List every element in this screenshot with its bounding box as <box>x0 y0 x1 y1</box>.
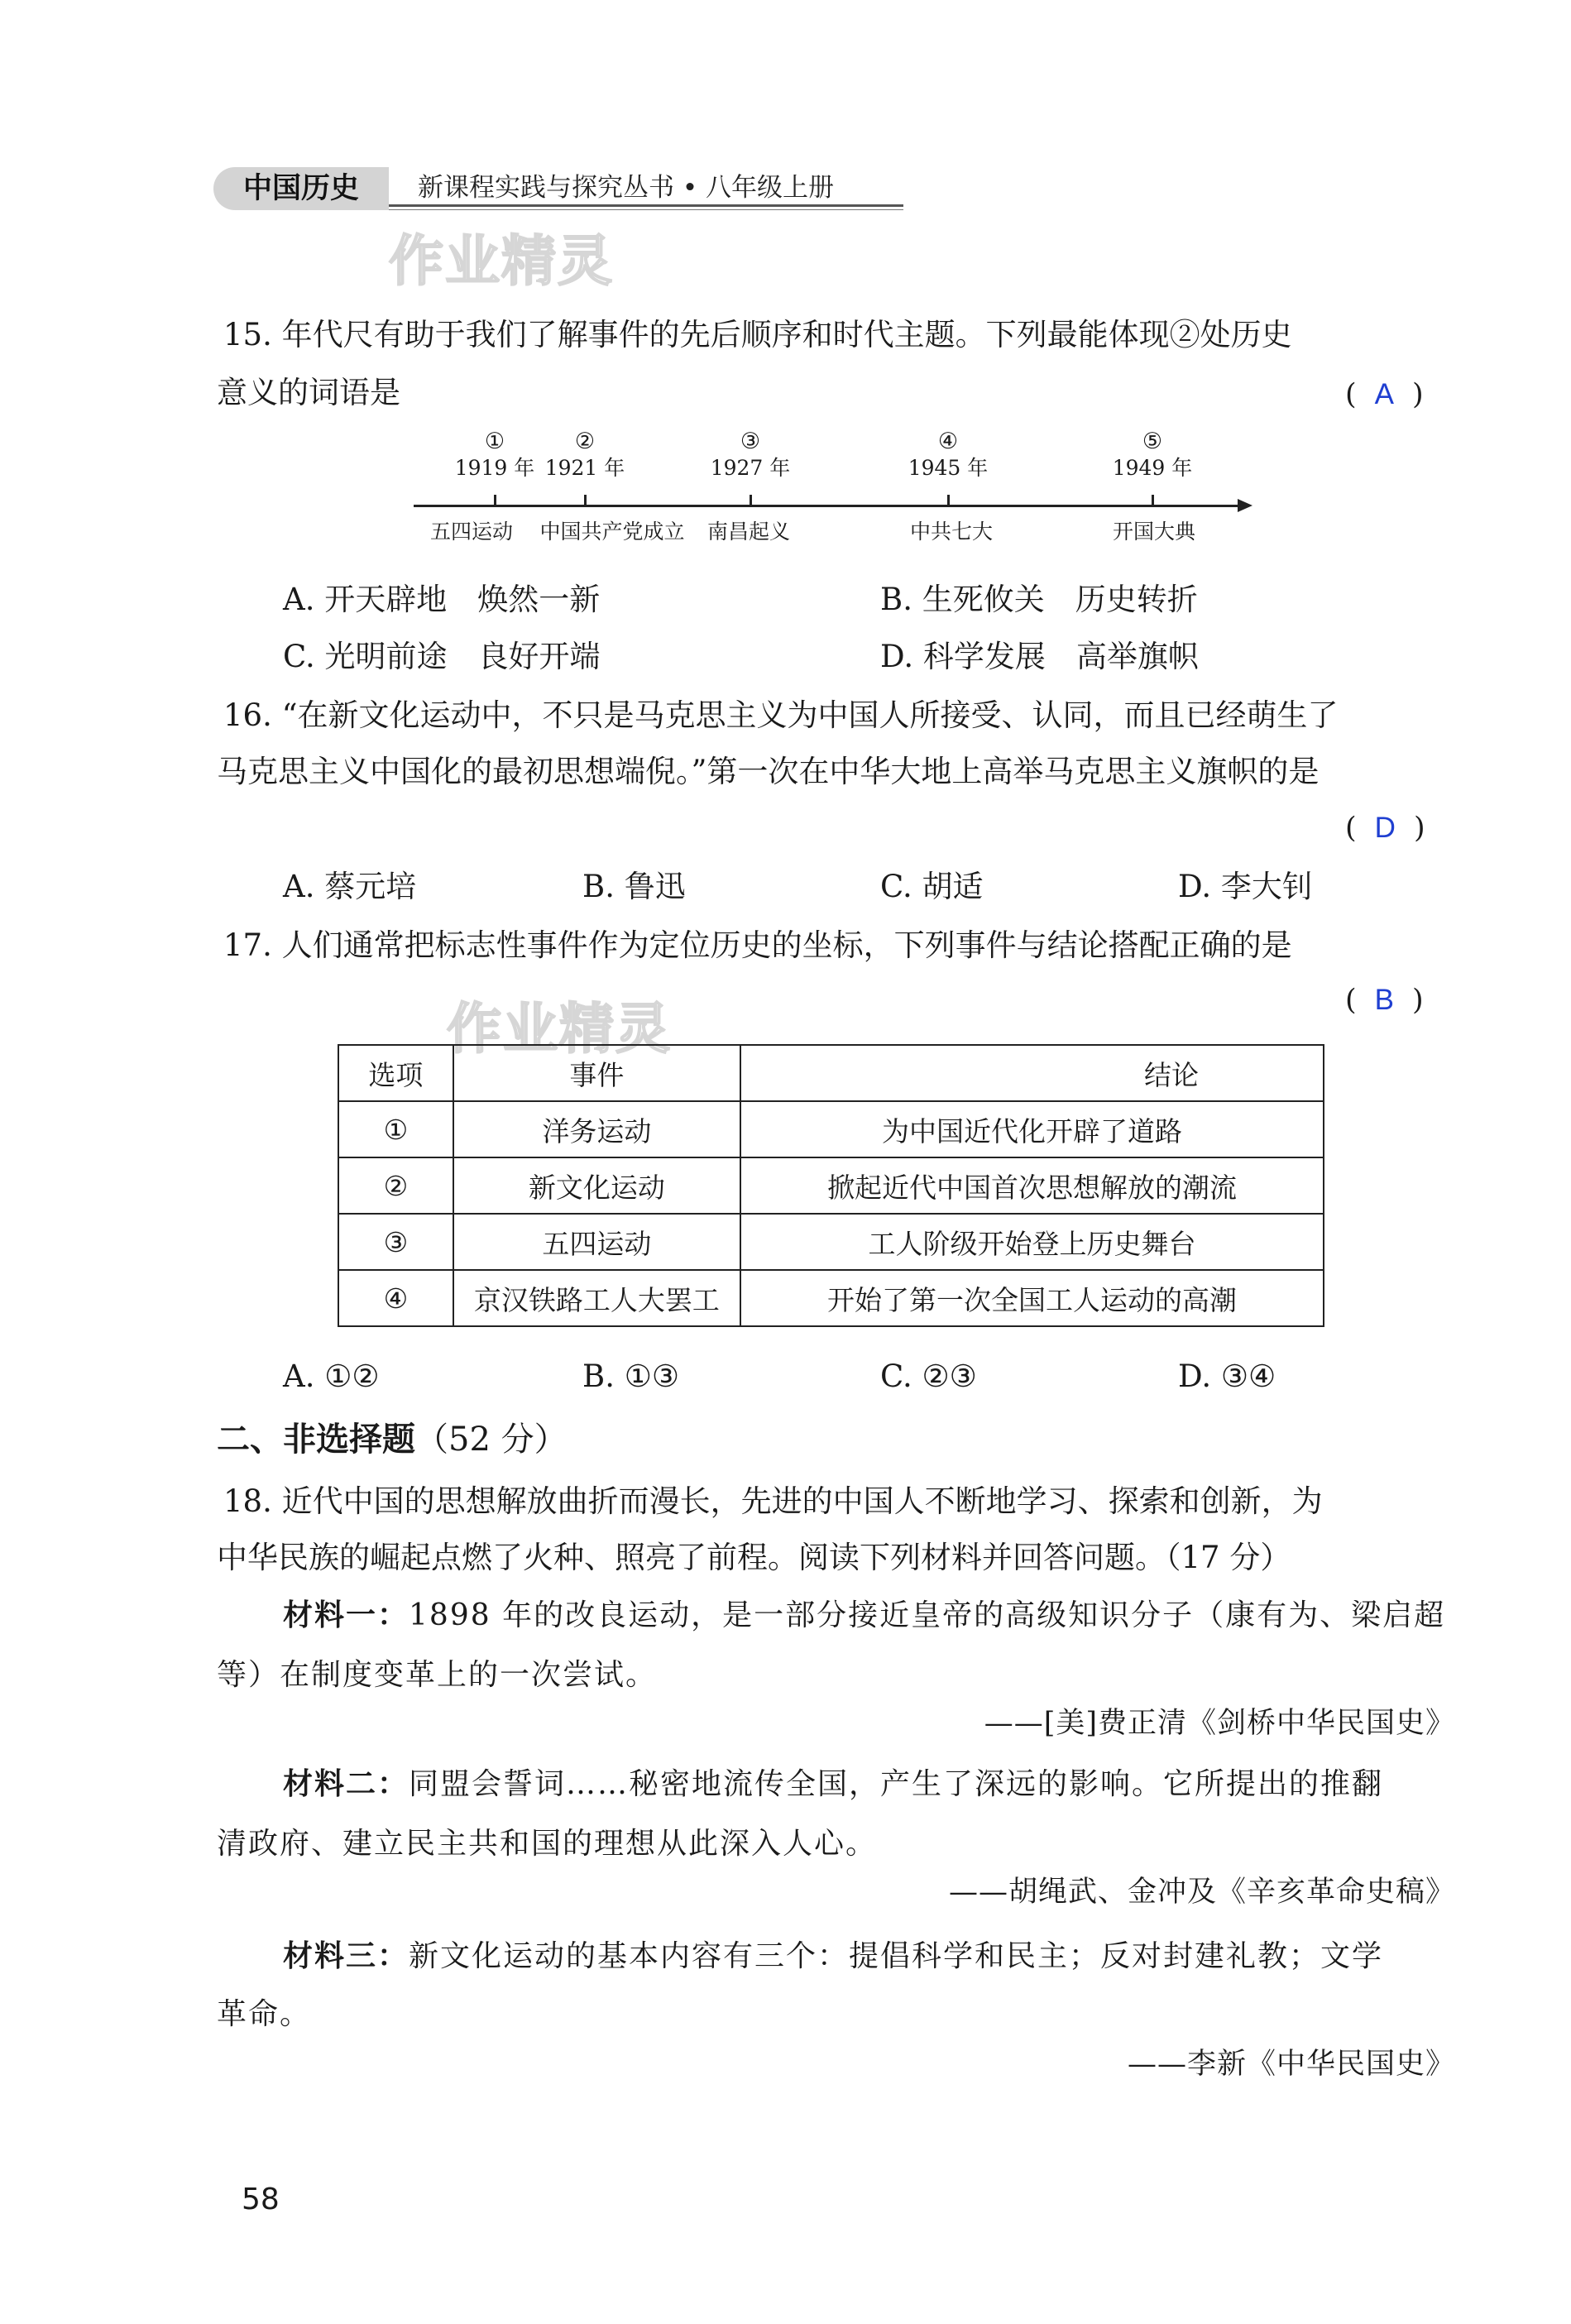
q18-stem-line1: 18. 近代中国的思想解放曲折而漫长，先进的中国人不断地学习、探索和创新，为 <box>223 1483 1323 1519</box>
q17-option-c: C. ②③ <box>880 1358 977 1394</box>
table-row <box>338 1214 1324 1270</box>
table-header-cell: 选项 <box>338 1045 453 1101</box>
timeline-event: 中国共产党成立 <box>539 520 685 544</box>
table-cell: 五四运动 <box>453 1214 740 1270</box>
table-row <box>338 1270 1324 1326</box>
timeline-event: 五四运动 <box>429 520 513 544</box>
table-cell: 洋务运动 <box>453 1101 740 1157</box>
material1-label: 材料一： <box>283 1598 410 1632</box>
material3-source: ——李新《中华民国史》 <box>1127 2048 1455 2081</box>
table-header-cell: 结论 <box>740 1045 1324 1101</box>
timeline-num: ③ <box>740 429 761 454</box>
q15-answer-letter: A <box>1374 378 1395 410</box>
material1-line2: 等）在制度变革上的一次尝试。 <box>217 1658 658 1692</box>
q16-answer-letter: D <box>1374 812 1396 844</box>
q15-stem-line2: 意义的词语是 <box>217 375 400 410</box>
material2-line1 <box>283 1756 1383 1814</box>
q15-option-a: A. 开天辟地 焕然一新 <box>283 582 601 617</box>
material1-line1 <box>283 1587 1445 1645</box>
q15-option-c: C. 光明前途 良好开端 <box>283 639 601 674</box>
table-cell: 京汉铁路工人大罢工 <box>453 1270 740 1326</box>
header-rule <box>389 204 903 207</box>
table-cell: 为中国近代化开辟了道路 <box>740 1101 1324 1157</box>
q17-option-d: D. ③④ <box>1178 1358 1276 1394</box>
table-cell: 掀起近代中国首次思想解放的潮流 <box>740 1157 1324 1214</box>
q17-table <box>338 1044 1324 1327</box>
timeline-arrow-icon <box>1238 499 1252 512</box>
timeline-event: 中共七大 <box>909 520 993 544</box>
table-row <box>338 1101 1324 1157</box>
q15-stem-line1: 15. 年代尺有助于我们了解事件的先后顺序和时代主题。下列最能体现②处历史 <box>223 317 1292 352</box>
table-cell: 工人阶级开始登上历史舞台 <box>740 1214 1324 1270</box>
q16-option-a: A. 蔡元培 <box>283 869 417 904</box>
material2-text: 同盟会誓词……秘密地流传全国，产生了深远的影响。它所提出的推翻 <box>409 1767 1384 1801</box>
subject-tab: 中国历史 <box>213 167 389 210</box>
q17-option-a: A. ①② <box>283 1358 380 1394</box>
watermark-logo: 作业精灵 <box>447 997 672 1061</box>
timeline-year: 1919 年 <box>454 456 535 480</box>
material2-label: 材料二： <box>283 1767 410 1801</box>
timeline-axis <box>414 505 1241 507</box>
q16-answer: ( D ) <box>1345 812 1425 845</box>
q16-stem-line1: 16. “在新文化运动中，不只是马克思主义为中国人所接受、认同，而且已经萌生了 <box>223 697 1339 733</box>
material1-source: ——[美]费正清《剑桥中华民国史》 <box>984 1707 1455 1740</box>
q16-option-d: D. 李大钊 <box>1178 869 1313 904</box>
timeline-tick <box>494 495 496 506</box>
timeline-tick <box>1152 495 1154 506</box>
header-rule-thin <box>389 209 903 210</box>
material2-line2: 清政府、建立民主共和国的理想从此深入人心。 <box>217 1827 878 1861</box>
material3-text: 新文化运动的基本内容有三个：提倡科学和民主；反对封建礼教；文学 <box>409 1939 1384 1973</box>
watermark-logo: 作业精灵 <box>389 229 614 293</box>
table-header-row <box>338 1045 1324 1101</box>
timeline-tick <box>947 495 950 506</box>
q16-stem-line2: 马克思主义中国化的最初思想端倪。”第一次在中华大地上高举马克思主义旗帜的是 <box>217 754 1320 789</box>
timeline-tick <box>750 495 752 506</box>
table-cell: 新文化运动 <box>453 1157 740 1214</box>
table-row <box>338 1157 1324 1214</box>
section-title <box>217 1415 568 1464</box>
timeline-tick <box>584 495 587 506</box>
material1-text: 1898 年的改良运动，是一部分接近皇帝的高级知识分子（康有为、梁启超 <box>409 1598 1446 1632</box>
table-cell: ④ <box>338 1270 453 1326</box>
material2-source: ——胡绳武、金冲及《辛亥革命史稿》 <box>948 1876 1455 1909</box>
timeline-num: ④ <box>937 429 959 454</box>
material3-line1 <box>283 1928 1383 1986</box>
q15-option-b: B. 生死攸关 历史转折 <box>880 582 1198 617</box>
q15-option-d: D. 科学发展 高举旗帜 <box>880 639 1199 674</box>
table-cell: ① <box>338 1101 453 1157</box>
section-title-text: 二、非选择题 <box>217 1421 415 1459</box>
timeline-year: 1927 年 <box>710 456 791 480</box>
table-cell: ② <box>338 1157 453 1214</box>
page-number: 58 <box>242 2183 280 2216</box>
timeline-year: 1921 年 <box>544 456 625 480</box>
table-cell: 开始了第一次全国工人运动的高潮 <box>740 1270 1324 1326</box>
timeline-num: ① <box>484 429 505 454</box>
q17-option-b: B. ①③ <box>582 1358 680 1394</box>
timeline-year: 1945 年 <box>908 456 989 480</box>
timeline-num: ② <box>574 429 596 454</box>
timeline-event: 开国大典 <box>1112 520 1195 544</box>
q17-stem: 17. 人们通常把标志性事件作为定位历史的坐标，下列事件与结论搭配正确的是 <box>223 927 1292 963</box>
table-cell: ③ <box>338 1214 453 1270</box>
q15-answer: ( A ) <box>1345 378 1424 411</box>
timeline-event: 南昌起义 <box>706 520 790 544</box>
q16-option-b: B. 鲁迅 <box>582 869 686 904</box>
material3-line2: 革命。 <box>217 1997 312 2031</box>
table-header-cell: 事件 <box>453 1045 740 1101</box>
q18-stem-line2: 中华民族的崛起点燃了火种、照亮了前程。阅读下列材料并回答问题。（17 分） <box>217 1540 1291 1575</box>
q17-answer: ( B ) <box>1345 984 1424 1017</box>
q16-option-c: C. 胡适 <box>880 869 984 904</box>
material3-label: 材料三： <box>283 1939 410 1973</box>
timeline-num: ⑤ <box>1142 429 1163 454</box>
series-title: 新课程实践与探究丛书 • 八年级上册 <box>418 173 834 203</box>
timeline-year: 1949 年 <box>1112 456 1193 480</box>
section-points: （52 分） <box>415 1421 568 1459</box>
q17-answer-letter: B <box>1374 984 1395 1016</box>
